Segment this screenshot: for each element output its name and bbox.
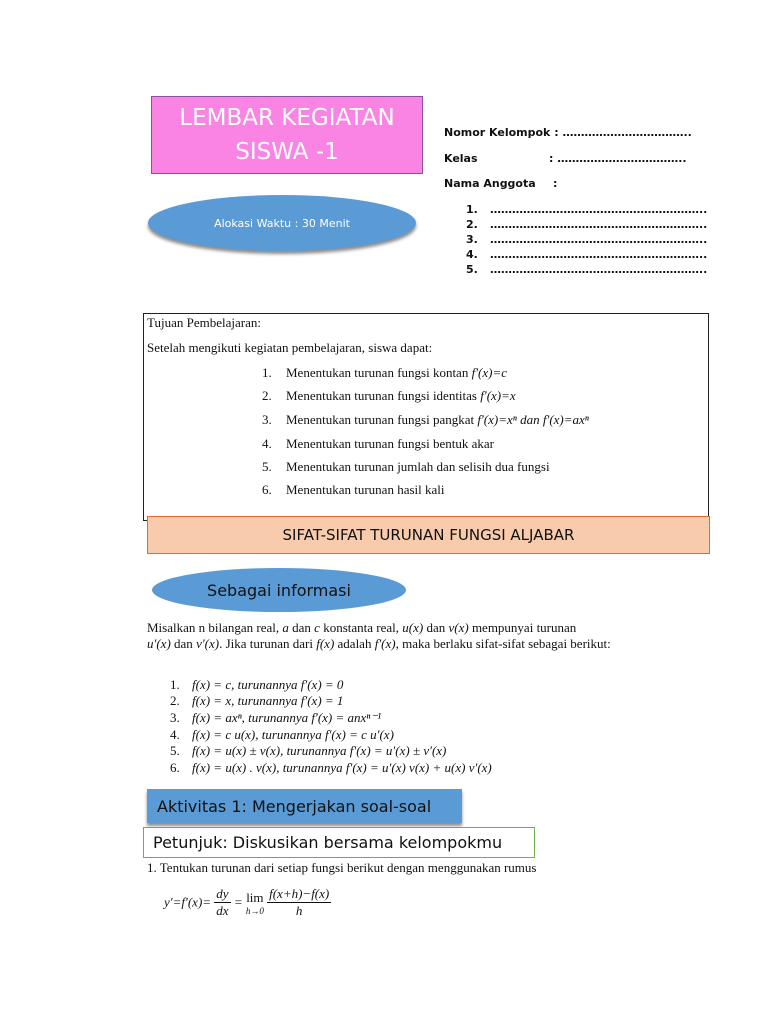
limit-operator: lim h→0 bbox=[245, 889, 264, 916]
group-number-blank[interactable]: …………………………….. bbox=[562, 126, 692, 139]
title-line-2: SISWA -1 bbox=[235, 139, 339, 165]
section-banner-text: SIFAT-SIFAT TURUNAN FUNGSI ALJABAR bbox=[282, 526, 575, 544]
derivative-formula bbox=[164, 886, 331, 926]
members-label: Nama Anggota bbox=[444, 177, 536, 190]
formula-lhs: y′=f′(x)= bbox=[164, 894, 212, 910]
section-banner bbox=[147, 516, 710, 554]
difference-quotient: $\frac{f(x+h)-f(x)}{h}$ bbox=[269, 886, 330, 918]
activity-heading bbox=[147, 789, 462, 823]
member-line[interactable]: 1. ………………………………………………….. bbox=[466, 203, 708, 216]
property-item: 4. f(x) = c u(x), turunannya f′(x) = c u′(x) bbox=[170, 727, 394, 742]
objective-item: 6. Menentukan turunan hasil kali bbox=[262, 482, 445, 497]
time-allocation-ellipse bbox=[148, 195, 416, 251]
group-number-label: Nomor Kelompok : bbox=[444, 126, 559, 139]
objectives-intro: Setelah mengikuti kegiatan pembelajaran, siswa dapat: bbox=[147, 340, 433, 355]
instruction-box bbox=[143, 827, 535, 858]
learning-objectives-box bbox=[143, 313, 709, 521]
property-item: 5. f(x) = u(x) ± v(x), turunannya f′(x) = u′(x) ± v′(x) bbox=[170, 743, 447, 758]
member-line[interactable]: 2. ………………………………………………….. bbox=[466, 218, 708, 231]
worksheet-title-box bbox=[151, 96, 423, 174]
objective-item: 3. Menentukan turunan fungsi pangkat f′(x)=xⁿ dan f′(x)=axⁿ bbox=[262, 412, 589, 427]
instruction-text: Petunjuk: Diskusikan bersama kelompokmu bbox=[153, 833, 503, 852]
title-line-1: LEMBAR KEGIATAN bbox=[179, 105, 395, 131]
property-item: 1. f(x) = c, turunannya f′(x) = 0 bbox=[170, 677, 344, 692]
time-allocation-text: Alokasi Waktu : 30 Menit bbox=[214, 216, 350, 230]
objective-math: f′(x)=xⁿ dan f′(x)=axⁿ bbox=[477, 412, 589, 427]
objectives-heading: Tujuan Pembelajaran: bbox=[147, 315, 261, 330]
objective-item: 5. Menentukan turunan jumlah dan selisih dua fungsi bbox=[262, 459, 550, 474]
dy-dx-fraction: $\frac{dy}{dx}$ bbox=[216, 886, 229, 918]
objective-math: f′(x)=x bbox=[480, 388, 516, 403]
objective-item: 4. Menentukan turunan fungsi bentuk akar bbox=[262, 436, 494, 451]
objective-item: 2. Menentukan turunan fungsi identitas f′(x)=x bbox=[262, 388, 516, 403]
information-ellipse bbox=[152, 568, 406, 612]
intro-paragraph: Misalkan n bilangan real, a dan c konstanta real, u(x) dan v(x) mempunyai turunan u′(x) dan v′(x). Jika turunan dari f(x) adalah f′(x), maka berlaku sifat-sifat sebagai berikut: bbox=[147, 620, 611, 651]
member-line[interactable]: 5. ………………………………………………….. bbox=[466, 263, 708, 276]
property-item: 6. f(x) = u(x) . v(x), turunannya f′(x) = u′(x) v(x) + u(x) v′(x) bbox=[170, 760, 492, 775]
formula-equals: = bbox=[233, 894, 243, 910]
objective-math: f′(x)=c bbox=[471, 365, 508, 380]
class-blank[interactable]: : …………………………….. bbox=[549, 152, 687, 165]
task-text: 1. Tentukan turunan dari setiap fungsi berikut dengan menggunakan rumus bbox=[147, 860, 537, 875]
group-number-row bbox=[444, 126, 692, 139]
member-line[interactable]: 4. ………………………………………………….. bbox=[466, 248, 708, 261]
class-label: Kelas bbox=[444, 152, 478, 165]
members-colon: : bbox=[553, 177, 558, 190]
information-label: Sebagai informasi bbox=[207, 580, 351, 600]
objective-item: 1. Menentukan turunan fungsi kontan f′(x)=c bbox=[262, 365, 508, 380]
member-line[interactable]: 3. ………………………………………………….. bbox=[466, 233, 708, 246]
activity-heading-text: Aktivitas 1: Mengerjakan soal-soal bbox=[157, 796, 432, 816]
property-item: 2. f(x) = x, turunannya f′(x) = 1 bbox=[170, 693, 344, 708]
property-item: 3. f(x) = axⁿ, turunannya f′(x) = anxⁿ⁻¹ bbox=[170, 710, 382, 725]
